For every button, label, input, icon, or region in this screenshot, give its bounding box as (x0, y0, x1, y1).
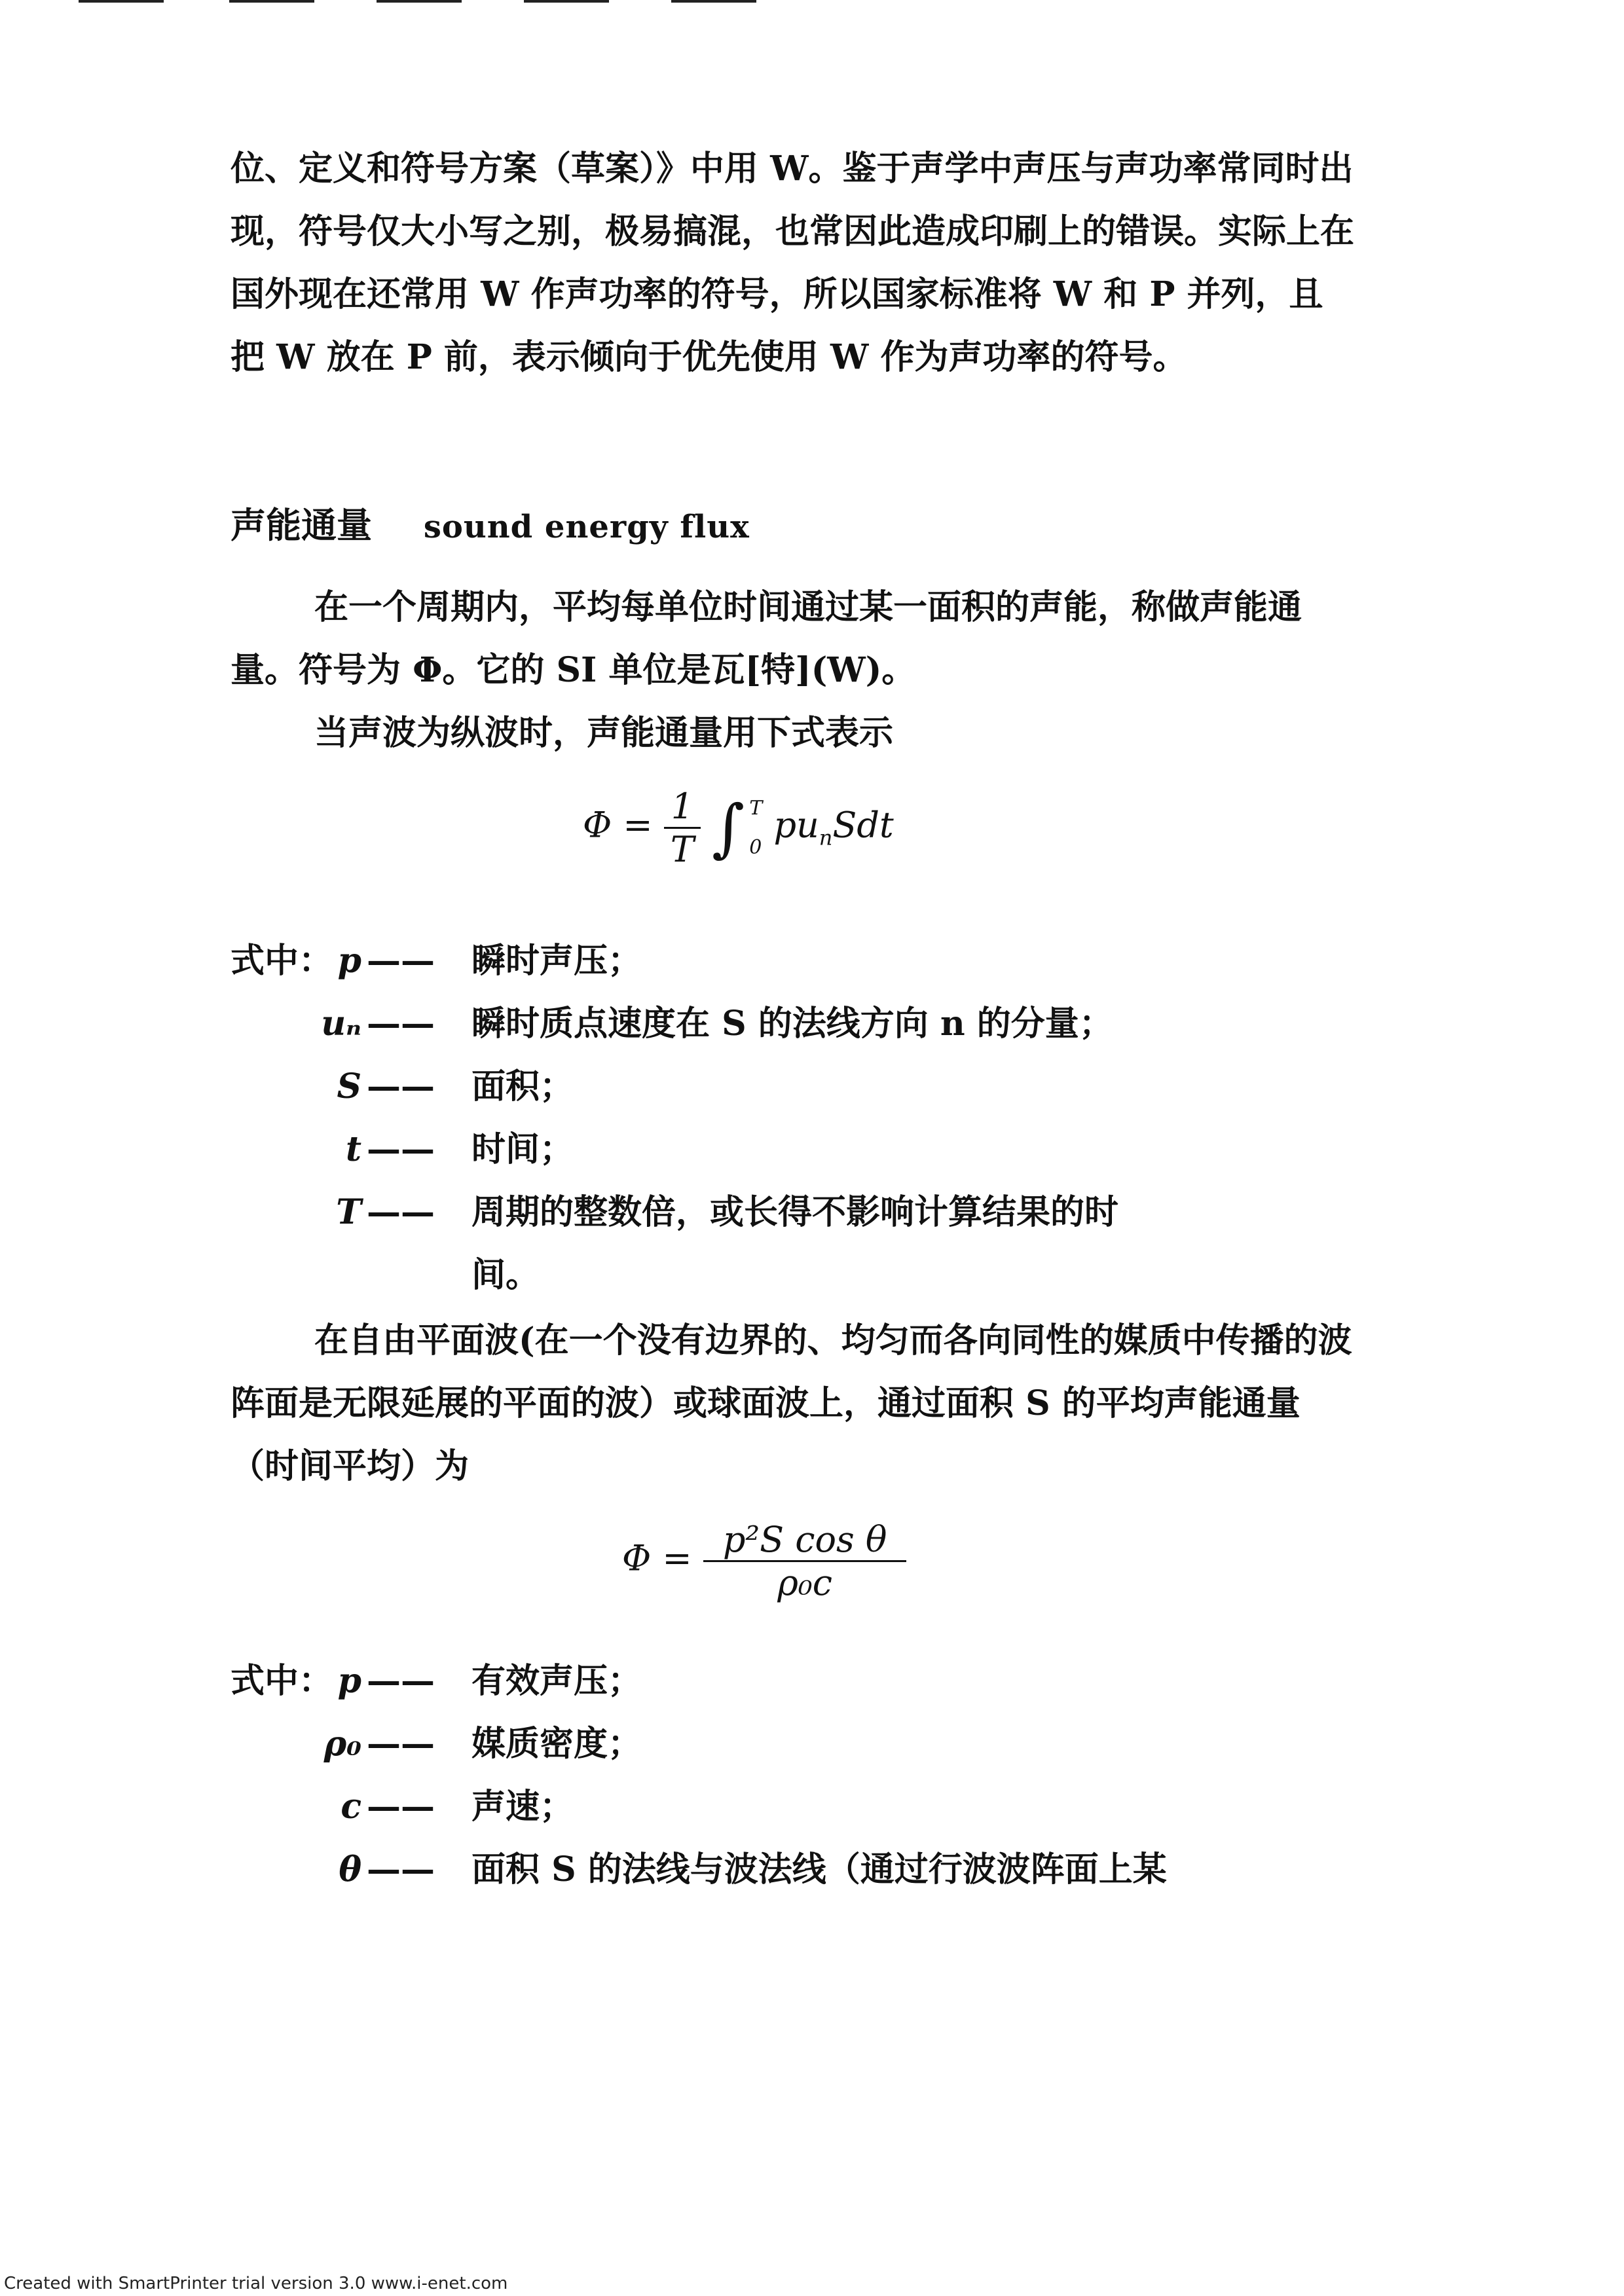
definition-symbol: θ (339, 1850, 361, 1889)
header-rule (671, 0, 756, 3)
definition-text: 面积 S 的法线与波法线（通过行波波阵面上某 (471, 1850, 1167, 1889)
formula-numerator: p²S cos θ (703, 1519, 907, 1562)
paragraph-definition: 在一个周期内，平均每单位时间通过某一面积的声能，称做声能通量。符号为 Φ。它的 SI 单位是瓦[特](W)。 (231, 587, 1302, 690)
heading-english: sound energy flux (423, 509, 750, 545)
formula-fraction (664, 786, 701, 870)
definitions-lead: 式中： (231, 1661, 333, 1701)
header-rule (524, 0, 609, 3)
definition-dash: —— (367, 1850, 435, 1889)
header-rule (229, 0, 314, 3)
integrand: pu (773, 804, 819, 846)
formula-lhs: Φ = (622, 1537, 692, 1579)
formula-energy-flux (583, 786, 894, 870)
paragraph-longitudinal: 当声波为纵波时，声能通量用下式表示 (314, 713, 894, 753)
definition-dash: —— (367, 1724, 435, 1764)
definition-symbol: p (337, 941, 361, 981)
paragraph-power-symbol: 位、定义和符号方案（草案）》中用 W。鉴于声学中声压与声功率常同时出现，符号仅大小写之别，极易搞混，也常因此造成印刷上的错误。实际上在国外现在还常用 W 作声功率的符号，所以国家标准将 W 和 P 并列，且把 W 放在 P 前，表示倾向于优先使用 W 作为声功率的符号。 (231, 149, 1355, 377)
definition-symbol: T (336, 1192, 361, 1232)
definition-symbol: uₙ (321, 1004, 361, 1044)
definition-text: 间。 (471, 1255, 540, 1295)
formula-fraction (703, 1519, 907, 1603)
integrand-subscript: n (819, 825, 833, 850)
integral-lower: 0 (749, 835, 762, 859)
definition-text: 媒质密度； (471, 1724, 642, 1764)
definition-text: 瞬时质点速度在 S 的法线方向 n 的分量； (471, 1004, 1113, 1044)
definition-dash: —— (367, 941, 435, 981)
definition-symbol: ρ₀ (323, 1724, 361, 1764)
header-rule (79, 0, 164, 3)
definition-text: 瞬时声压； (471, 941, 642, 981)
footer-watermark: Created with SmartPrinter trial version 3.0 www.i-enet.com (4, 2274, 508, 2293)
heading-chinese: 声能通量 (231, 504, 372, 546)
definition-symbol: S (337, 1066, 361, 1106)
formula-denominator: ρ₀c (777, 1562, 832, 1603)
definition-text: 时间； (471, 1129, 574, 1169)
definition-dash: —— (367, 1066, 435, 1106)
definition-symbol: t (345, 1129, 361, 1169)
paragraph-plane-wave: 在自由平面波(在一个没有边界的、均匀而各向同性的媒质中传播的波阵面是无限延展的平面的波）或球面波上，通过面积 S 的平均声能通量（时间平均）为 (231, 1321, 1352, 1486)
definition-dash: —— (367, 1129, 435, 1169)
definition-dash: —— (367, 1661, 435, 1701)
section-heading (231, 498, 750, 548)
definition-symbol: c (341, 1787, 361, 1827)
definition-text: 声速； (471, 1787, 574, 1827)
definition-text: 有效声压； (471, 1661, 642, 1701)
definition-symbol: p (337, 1661, 361, 1701)
formula-denominator: T (670, 829, 694, 870)
formula-numerator: 1 (664, 786, 701, 829)
header-rule (377, 0, 462, 3)
definition-dash: —— (367, 1004, 435, 1044)
integral-upper: T (749, 796, 763, 820)
definitions-lead: 式中： (231, 941, 333, 981)
definition-dash: —— (367, 1787, 435, 1827)
formula-mean-flux (622, 1519, 906, 1603)
definition-text: 面积； (471, 1066, 574, 1106)
integrand-tail: Sdt (832, 804, 894, 846)
integral-sign: ∫ (712, 791, 745, 865)
definition-dash: —— (367, 1192, 435, 1232)
formula-lhs: Φ = (583, 804, 653, 846)
definition-text: 周期的整数倍，或长得不影响计算结果的时 (471, 1192, 1119, 1232)
